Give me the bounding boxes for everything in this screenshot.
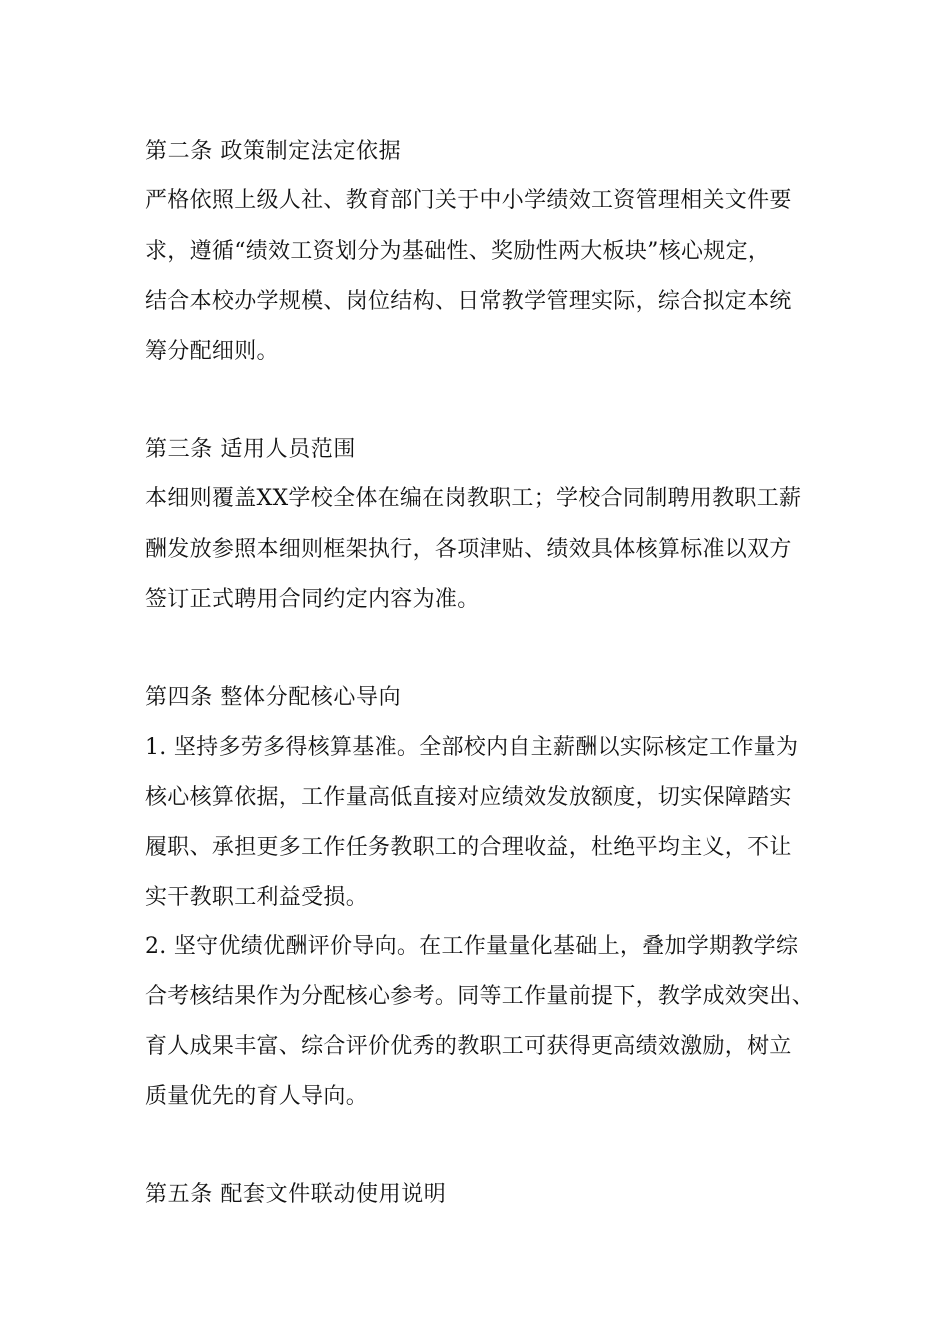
section-heading: 第五条 配套文件联动使用说明	[145, 1182, 447, 1207]
paragraph-line: 酬发放参照本细则框架执行，各项津贴、绩效具体核算标准以双方	[145, 537, 792, 562]
paragraph-line: 核心核算依据，工作量高低直接对应绩效发放额度，切实保障踏实	[145, 785, 792, 810]
list-item: 2. 坚守优绩优酬评价导向。在工作量量化基础上，叠加学期教学综	[145, 934, 799, 959]
section-heading: 第四条 整体分配核心导向	[145, 685, 402, 710]
paragraph-line: 质量优先的育人导向。	[145, 1084, 369, 1109]
paragraph-line: 本细则覆盖XX学校全体在编在岗教职工；学校合同制聘用教职工薪	[145, 486, 802, 511]
paragraph-line: 育人成果丰富、综合评价优秀的教职工可获得更高绩效激励，树立	[145, 1034, 792, 1059]
list-item: 1. 坚持多劳多得核算基准。全部校内自主薪酬以实际核定工作量为	[145, 735, 799, 760]
paragraph-line: 签订正式聘用合同约定内容为准。	[145, 587, 480, 612]
section-heading: 第三条 适用人员范围	[145, 437, 356, 462]
paragraph-line: 合考核结果作为分配核心参考。同等工作量前提下，教学成效突出、	[145, 984, 815, 1009]
paragraph-line: 结合本校办学规模、岗位结构、日常教学管理实际，综合拟定本统	[145, 289, 792, 314]
paragraph-line: 严格依照上级人社、教育部门关于中小学绩效工资管理相关文件要	[145, 188, 792, 213]
paragraph-line: 求，遵循“绩效工资划分为基础性、奖励性两大板块”核心规定，	[145, 239, 771, 264]
paragraph-line: 实干教职工利益受损。	[145, 885, 369, 910]
paragraph-line: 履职、承担更多工作任务教职工的合理收益，杜绝平均主义，不让	[145, 835, 792, 860]
paragraph-line: 筹分配细则。	[145, 339, 279, 364]
section-heading: 第二条 政策制定法定依据	[145, 139, 402, 164]
